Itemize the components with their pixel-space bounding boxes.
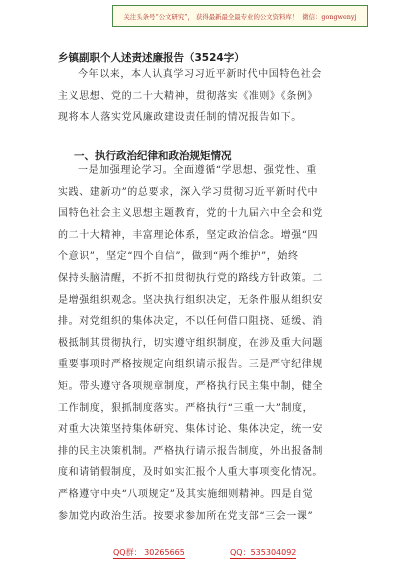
body-line: 极抵制其贯彻执行，切实遵守组织制度，在涉及重大问题: [58, 337, 323, 349]
body-line: 保持头脑清醒，不折不扣贯彻执行党的路线方针政策。二: [58, 272, 323, 284]
body-line: 国特色社会主义思想主题教育，党的十九届六中全会和党: [58, 208, 323, 220]
document-title: 乡镇副职个人述责述廉报告（3524字）: [58, 52, 245, 64]
body-line: 工作制度，狠抓制度落实。严格执行“三重一大”制度，: [58, 402, 314, 414]
body-line: 对重大决策坚持集体研究、集体讨论、集体决定，统一安: [58, 424, 323, 436]
body-line: 度和请销假制度，及时如实汇报个人重大事项变化情况。: [58, 467, 323, 479]
banner-text-wechat: 微信：gongwenyj: [302, 13, 357, 21]
body-line: 是增强组织观念。坚决执行组织决定，无条件服从组织安: [58, 294, 323, 306]
body-line: 排的民主决策机制。严格执行请示报告制度，外出报备制: [58, 445, 323, 457]
body-line: 排。对党组织的集体决定，不以任何借口阻挠、延缓、消: [58, 316, 323, 328]
body-line: 矩。带头遵守各项规章制度，严格执行民主集中制，健全: [58, 380, 323, 392]
body-paragraph: [58, 160, 348, 527]
body-line: 重要事项时严格按规定向组织请示报告。三是严守纪律规: [58, 359, 323, 371]
body-line: 实践、建新功”的总要求，深入学习贯彻习近平新时代中: [58, 186, 319, 198]
qq-group-number: QQ群： 30265665: [113, 548, 185, 557]
footer-contact: [0, 547, 408, 561]
qq-number: QQ：535304092: [230, 548, 297, 557]
body-line: 一是加强理论学习。全面遵循“学思想、强党性、重: [78, 165, 317, 176]
banner-text-library: 获得最新最全最专业的公文资料库！: [195, 13, 299, 21]
body-line: 严格遵守中央“八项规定”及其实施细则精神。四是自觉: [58, 488, 314, 500]
intro-line: 现将本人落实党风廉政建设责任制的情况报告如下。: [58, 112, 302, 124]
body-line: 个意识”，坚定“四个自信”，做到“两个维护”，始终: [58, 251, 299, 263]
section-heading: 一、执行政治纪律和政治规矩情况: [74, 150, 232, 162]
intro-line: 主义思想、党的二十大精神，贯彻落实《准则》《条例》: [58, 90, 318, 102]
promo-banner: [112, 5, 368, 27]
body-line: 参加党内政治生活。按要求参加所在党支部“三会一课”: [58, 510, 314, 522]
intro-paragraph: [58, 64, 348, 129]
intro-line: 今年以来，本人认真学习习近平新时代中国特色社会: [78, 69, 322, 80]
body-line: 的二十大精神，丰富理论体系，坚定政治信念。增强“四: [58, 229, 319, 241]
banner-text-follow: 关注头条号“公文研究”，: [123, 13, 194, 21]
